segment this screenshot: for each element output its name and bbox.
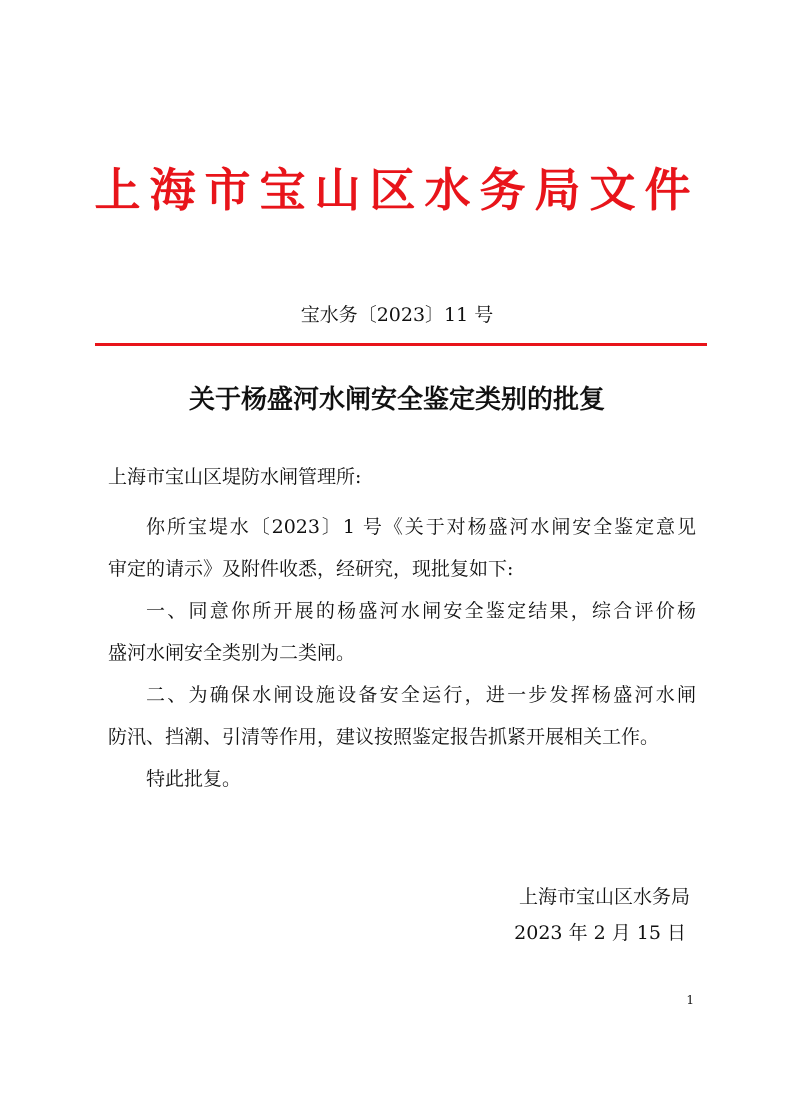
body-paragraph-4-line-1: 特此批复。 — [146, 768, 242, 790]
body-paragraph-2-line-1: 一、同意你所开展的杨盛河水闸安全鉴定结果，综合评价杨 — [146, 600, 696, 622]
body-paragraph-3 — [108, 674, 696, 758]
body-paragraph-2-line-2: 盛河水闸安全类别为二类闸。 — [108, 642, 356, 664]
body-paragraph-1 — [108, 506, 696, 590]
body-paragraph-1-line-2: 审定的请示》及附件收悉，经研究，现批复如下: — [108, 558, 514, 580]
body-paragraph-3-line-1: 二、为确保水闸设施设备安全运行，进一步发挥杨盛河水闸 — [146, 684, 696, 706]
signing-date: 2023 年 2 月 15 日 — [514, 922, 686, 944]
document-number: 宝水务〔2023〕11 号 — [300, 304, 494, 326]
red-separator-rule — [95, 343, 707, 346]
addressee: 上海市宝山区堤防水闸管理所: — [108, 466, 362, 488]
body-paragraph-1-line-1: 你所宝堤水〔2023〕1 号《关于对杨盛河水闸安全鉴定意见 — [146, 516, 696, 538]
body-paragraph-4 — [108, 758, 696, 800]
agency-header-title: 上海市宝山区水务局文件 — [94, 163, 700, 217]
page-number: 1 — [686, 993, 694, 1007]
body-paragraph-2 — [108, 590, 696, 674]
signing-agency: 上海市宝山区水务局 — [518, 886, 690, 908]
document-subject: 关于杨盛河水闸安全鉴定类别的批复 — [188, 385, 605, 415]
body-paragraph-3-line-2: 防汛、挡潮、引清等作用，建议按照鉴定报告抓紧开展相关工作。 — [108, 726, 660, 748]
